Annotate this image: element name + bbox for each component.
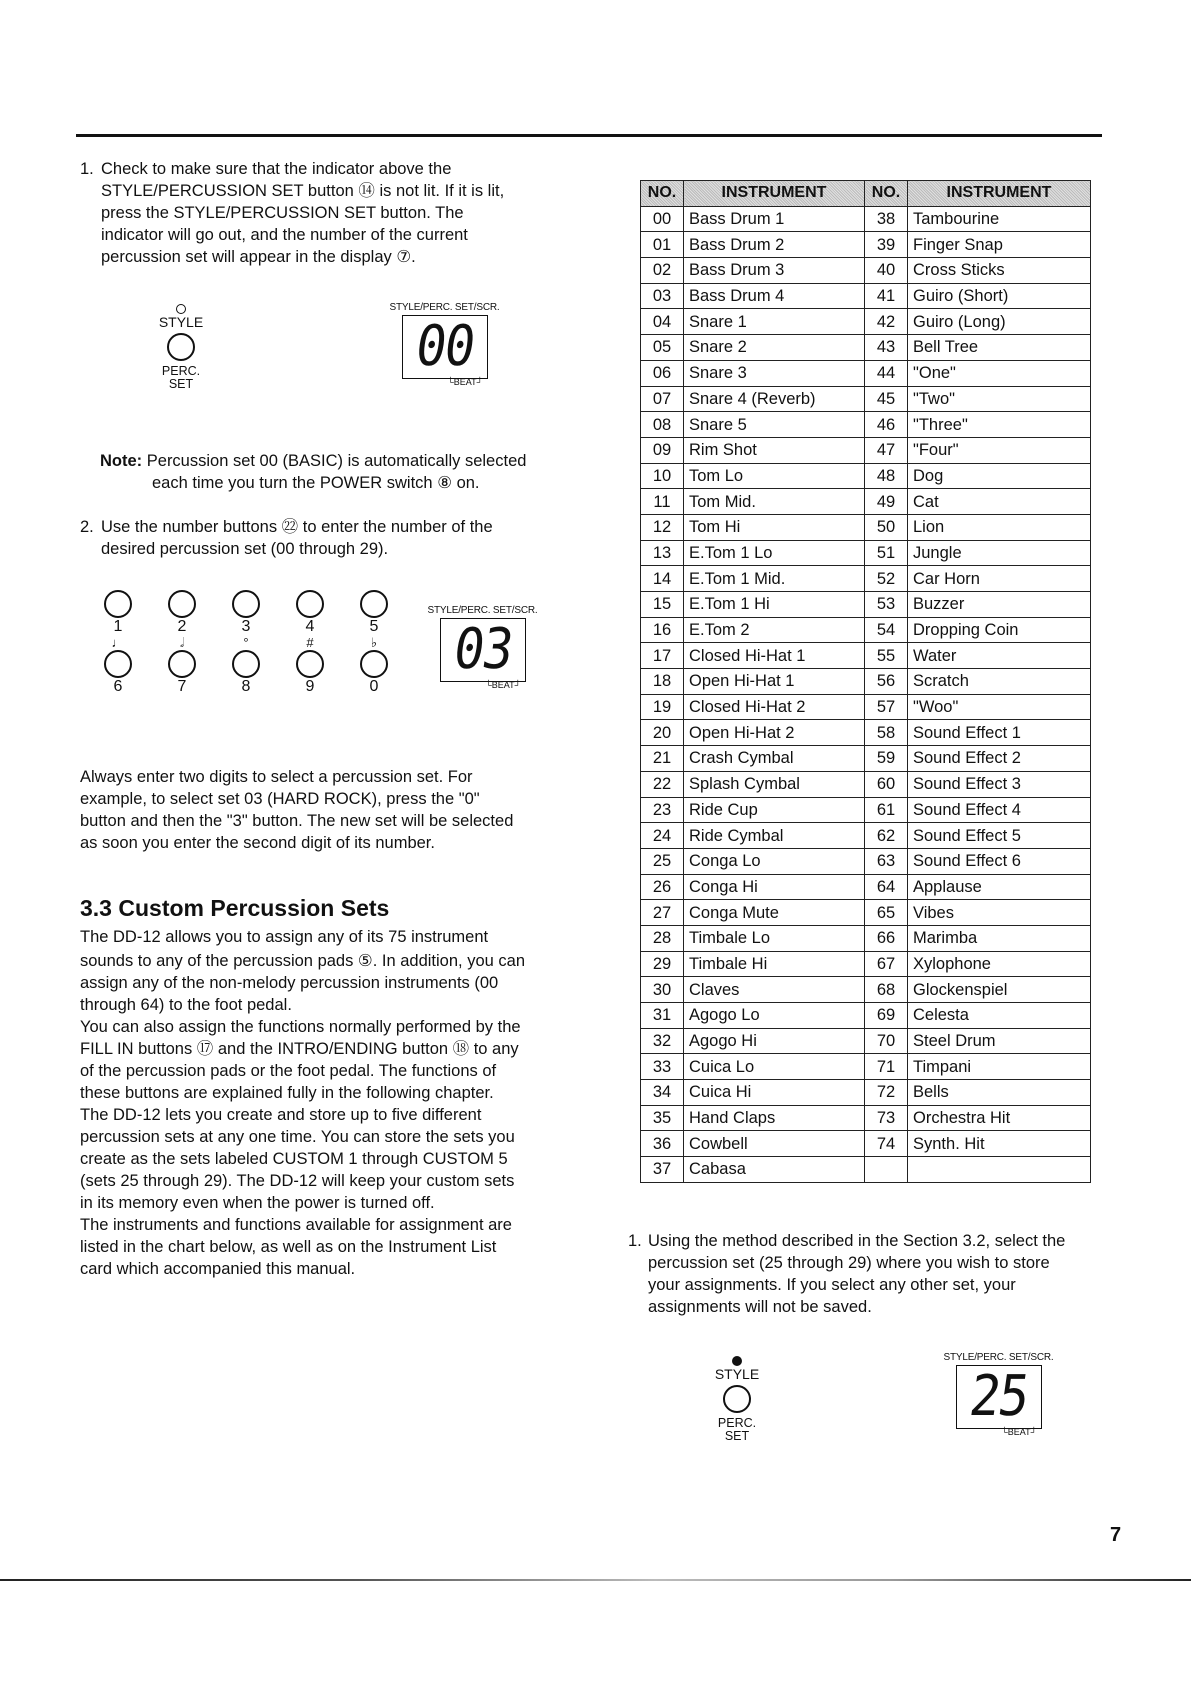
instrument-name: Closed Hi-Hat 1 bbox=[684, 643, 865, 669]
instrument-number: 30 bbox=[641, 977, 684, 1003]
number-button-0[interactable] bbox=[360, 650, 388, 678]
step-number: 1. bbox=[628, 1232, 642, 1250]
paragraph-line: listed in the chart below, as well as on the Instrument List bbox=[80, 1238, 497, 1256]
table-row bbox=[641, 925, 1091, 951]
table-row bbox=[641, 848, 1091, 874]
instrument-number: 67 bbox=[865, 951, 908, 977]
instrument-name: Cuica Hi bbox=[684, 1080, 865, 1106]
instrument-name: Bell Tree bbox=[908, 335, 1091, 361]
table-row bbox=[641, 951, 1091, 977]
style-label: STYLE bbox=[714, 1366, 760, 1382]
display-label: STYLE/PERC. SET/SCR. bbox=[943, 1352, 1054, 1363]
instrument-name: Sound Effect 6 bbox=[908, 848, 1091, 874]
instrument-number: 03 bbox=[641, 283, 684, 309]
instrument-name: Sound Effect 2 bbox=[908, 746, 1091, 772]
instrument-name: Cat bbox=[908, 489, 1091, 515]
instrument-number: 27 bbox=[641, 900, 684, 926]
paragraph-line: in its memory even when the power is turned off. bbox=[80, 1194, 435, 1212]
instrument-name bbox=[908, 1157, 1091, 1183]
step-line: percussion set (25 through 29) where you wish to store bbox=[648, 1254, 1050, 1272]
paragraph-line: example, to select set 03 (HARD ROCK), press the "0" bbox=[80, 790, 480, 808]
instrument-number: 24 bbox=[641, 823, 684, 849]
instrument-number: 49 bbox=[865, 489, 908, 515]
bottom-rule bbox=[0, 1579, 1191, 1581]
set-label: SET bbox=[724, 1429, 750, 1443]
paragraph-line: create as the sets labeled CUSTOM 1 through CUSTOM 5 bbox=[80, 1150, 508, 1168]
instrument-name: Bass Drum 3 bbox=[684, 258, 865, 284]
instrument-name: Guiro (Long) bbox=[908, 309, 1091, 335]
instrument-name: Guiro (Short) bbox=[908, 283, 1091, 309]
table-row bbox=[641, 360, 1091, 386]
table-row bbox=[641, 1105, 1091, 1131]
instrument-name: Cabasa bbox=[684, 1157, 865, 1183]
instrument-name: Dropping Coin bbox=[908, 617, 1091, 643]
display-value: 25 bbox=[965, 1364, 1032, 1429]
instrument-name: Cowbell bbox=[684, 1131, 865, 1157]
table-row bbox=[641, 540, 1091, 566]
step-number: 2. bbox=[80, 518, 94, 536]
style-perc-set-button[interactable] bbox=[167, 333, 195, 361]
number-button-8[interactable] bbox=[232, 650, 260, 678]
instrument-name: Timpani bbox=[908, 1054, 1091, 1080]
instrument-number: 13 bbox=[641, 540, 684, 566]
instrument-number: 41 bbox=[865, 283, 908, 309]
instrument-number: 44 bbox=[865, 360, 908, 386]
instrument-number: 21 bbox=[641, 746, 684, 772]
style-label: STYLE bbox=[158, 314, 204, 330]
header-instrument: INSTRUMENT bbox=[908, 181, 1091, 207]
instrument-name: Scratch bbox=[908, 669, 1091, 695]
instrument-name: Bass Drum 1 bbox=[684, 206, 865, 232]
instrument-number bbox=[865, 1157, 908, 1183]
step-line: indicator will go out, and the number of the current bbox=[101, 226, 468, 244]
instrument-name: Jungle bbox=[908, 540, 1091, 566]
top-rule bbox=[76, 134, 1102, 137]
paragraph-line: Always enter two digits to select a percussion set. For bbox=[80, 768, 473, 786]
instrument-number: 01 bbox=[641, 232, 684, 258]
instrument-number: 61 bbox=[865, 797, 908, 823]
paragraph-line: You can also assign the functions normally performed by the bbox=[80, 1018, 521, 1036]
instrument-name: Open Hi-Hat 1 bbox=[684, 669, 865, 695]
table-row bbox=[641, 823, 1091, 849]
instrument-name: Applause bbox=[908, 874, 1091, 900]
number-label: 9 bbox=[305, 678, 315, 695]
style-perc-set-panel bbox=[702, 1356, 772, 1443]
number-button-2[interactable] bbox=[168, 590, 196, 618]
instrument-name: Open Hi-Hat 2 bbox=[684, 720, 865, 746]
instrument-number: 00 bbox=[641, 206, 684, 232]
paragraph-line: FILL IN buttons ⑰ and the INTRO/ENDING button ⑱ to any bbox=[80, 1040, 519, 1058]
step-line: Check to make sure that the indicator above the bbox=[101, 160, 452, 178]
number-buttons bbox=[86, 590, 406, 696]
table-row bbox=[641, 514, 1091, 540]
instrument-number: 16 bbox=[641, 617, 684, 643]
instrument-number: 17 bbox=[641, 643, 684, 669]
instrument-name: Conga Mute bbox=[684, 900, 865, 926]
number-label: 3 bbox=[241, 618, 251, 635]
half-note-icon: 𝅗𝅥 bbox=[179, 635, 185, 650]
instrument-name: Snare 5 bbox=[684, 412, 865, 438]
instrument-name: Agogo Hi bbox=[684, 1028, 865, 1054]
table-row bbox=[641, 669, 1091, 695]
table-row bbox=[641, 206, 1091, 232]
instrument-name: Snare 4 (Reverb) bbox=[684, 386, 865, 412]
table-row bbox=[641, 566, 1091, 592]
step-number: 1. bbox=[80, 160, 94, 178]
instrument-number: 51 bbox=[865, 540, 908, 566]
paragraph-line: of the percussion pads or the foot pedal. The functions of bbox=[80, 1062, 497, 1080]
instrument-name: "Four" bbox=[908, 437, 1091, 463]
instrument-name: Vibes bbox=[908, 900, 1091, 926]
table-row bbox=[641, 1157, 1091, 1183]
note-text: Percussion set 00 (BASIC) is automatically selected bbox=[142, 452, 527, 470]
table-row bbox=[641, 720, 1091, 746]
instrument-number: 23 bbox=[641, 797, 684, 823]
table-row bbox=[641, 1131, 1091, 1157]
paragraph-line: through 64) to the foot pedal. bbox=[80, 996, 292, 1014]
table-row bbox=[641, 1080, 1091, 1106]
instrument-name: Tom Hi bbox=[684, 514, 865, 540]
instrument-number: 53 bbox=[865, 592, 908, 618]
instrument-name: Tambourine bbox=[908, 206, 1091, 232]
instrument-name: Snare 3 bbox=[684, 360, 865, 386]
instrument-number: 65 bbox=[865, 900, 908, 926]
display-label: STYLE/PERC. SET/SCR. bbox=[389, 302, 500, 313]
instrument-name: Hand Claps bbox=[684, 1105, 865, 1131]
number-button-9[interactable] bbox=[296, 650, 324, 678]
instrument-name: Claves bbox=[684, 977, 865, 1003]
instrument-number: 50 bbox=[865, 514, 908, 540]
indicator-led-on-icon bbox=[732, 1356, 742, 1366]
instrument-name: Cross Sticks bbox=[908, 258, 1091, 284]
instrument-name: Tom Lo bbox=[684, 463, 865, 489]
step-line: percussion set will appear in the display ⑦. bbox=[101, 248, 416, 266]
instrument-name: Snare 1 bbox=[684, 309, 865, 335]
step-line: STYLE/PERCUSSION SET button ⑭ is not lit. If it is lit, bbox=[101, 182, 505, 200]
paragraph-line: The instruments and functions available for assignment are bbox=[80, 1216, 512, 1234]
table-row bbox=[641, 643, 1091, 669]
instrument-name: Cuica Lo bbox=[684, 1054, 865, 1080]
number-label: 6 bbox=[113, 678, 123, 695]
instrument-number: 39 bbox=[865, 232, 908, 258]
number-label: 4 bbox=[305, 618, 315, 635]
paragraph-line: percussion sets at any one time. You can store the sets you bbox=[80, 1128, 515, 1146]
step-line: desired percussion set (00 through 29). bbox=[101, 540, 389, 558]
number-label: 5 bbox=[369, 618, 379, 635]
page-number: 7 bbox=[1110, 1524, 1122, 1546]
instrument-number: 31 bbox=[641, 1003, 684, 1029]
sharp-icon: # bbox=[306, 635, 314, 650]
instrument-number: 19 bbox=[641, 694, 684, 720]
instrument-name: Ride Cup bbox=[684, 797, 865, 823]
instrument-number: 55 bbox=[865, 643, 908, 669]
instrument-number: 14 bbox=[641, 566, 684, 592]
instrument-number: 68 bbox=[865, 977, 908, 1003]
instrument-table bbox=[640, 180, 1091, 1183]
set-label: SET bbox=[168, 377, 194, 391]
step-line: Use the number buttons ㉒ to enter the number of the bbox=[101, 518, 493, 536]
instrument-name: E.Tom 1 Mid. bbox=[684, 566, 865, 592]
table-row bbox=[641, 746, 1091, 772]
table-row bbox=[641, 489, 1091, 515]
paragraph-line: card which accompanied this manual. bbox=[80, 1260, 356, 1278]
number-button-1[interactable] bbox=[104, 590, 132, 618]
display-screen bbox=[402, 315, 488, 379]
instrument-number: 04 bbox=[641, 309, 684, 335]
number-label: 8 bbox=[241, 678, 251, 695]
instrument-name: Lion bbox=[908, 514, 1091, 540]
instrument-number: 33 bbox=[641, 1054, 684, 1080]
instrument-number: 47 bbox=[865, 437, 908, 463]
instrument-number: 36 bbox=[641, 1131, 684, 1157]
instrument-name: Timbale Lo bbox=[684, 925, 865, 951]
table-row bbox=[641, 977, 1091, 1003]
instrument-name: Snare 2 bbox=[684, 335, 865, 361]
instrument-name: Agogo Lo bbox=[684, 1003, 865, 1029]
header-instrument: INSTRUMENT bbox=[684, 181, 865, 207]
instrument-name: Buzzer bbox=[908, 592, 1091, 618]
instrument-name: E.Tom 1 Lo bbox=[684, 540, 865, 566]
instrument-number: 22 bbox=[641, 771, 684, 797]
instrument-name: Bells bbox=[908, 1080, 1091, 1106]
instrument-number: 09 bbox=[641, 437, 684, 463]
whole-note-icon: ° bbox=[243, 635, 249, 650]
table-body bbox=[641, 206, 1091, 1182]
table-row bbox=[641, 797, 1091, 823]
instrument-number: 54 bbox=[865, 617, 908, 643]
table-row bbox=[641, 592, 1091, 618]
instrument-number: 56 bbox=[865, 669, 908, 695]
instrument-number: 73 bbox=[865, 1105, 908, 1131]
instrument-number: 70 bbox=[865, 1028, 908, 1054]
note-label: Note: bbox=[100, 452, 143, 470]
indicator-led-off-icon bbox=[176, 304, 186, 314]
number-label: 7 bbox=[177, 678, 187, 695]
table-row bbox=[641, 309, 1091, 335]
header-no: NO. bbox=[641, 181, 684, 207]
note-text: each time you turn the POWER switch ⑧ on. bbox=[152, 474, 480, 492]
beat-label: └BEAT┘ bbox=[447, 377, 483, 387]
style-perc-set-panel bbox=[146, 304, 216, 391]
instrument-number: 34 bbox=[641, 1080, 684, 1106]
instrument-number: 12 bbox=[641, 514, 684, 540]
paragraph-line: button and then the "3" button. The new set will be selected bbox=[80, 812, 514, 830]
display-value: 00 bbox=[411, 314, 478, 379]
instrument-number: 59 bbox=[865, 746, 908, 772]
instrument-number: 29 bbox=[641, 951, 684, 977]
instrument-number: 64 bbox=[865, 874, 908, 900]
led-display-2 bbox=[420, 605, 545, 690]
table-row bbox=[641, 694, 1091, 720]
instrument-number: 32 bbox=[641, 1028, 684, 1054]
instrument-number: 35 bbox=[641, 1105, 684, 1131]
flat-icon: ♭ bbox=[370, 635, 378, 650]
paragraph-line: assign any of the non-melody percussion instruments (00 bbox=[80, 974, 499, 992]
table-row bbox=[641, 232, 1091, 258]
instrument-number: 11 bbox=[641, 489, 684, 515]
step-line: your assignments. If you select any other set, your bbox=[648, 1276, 1016, 1294]
instrument-number: 37 bbox=[641, 1157, 684, 1183]
step-line: assignments will not be saved. bbox=[648, 1298, 872, 1316]
instrument-number: 72 bbox=[865, 1080, 908, 1106]
step-line: press the STYLE/PERCUSSION SET button. The bbox=[101, 204, 464, 222]
instrument-name: Sound Effect 3 bbox=[908, 771, 1091, 797]
instrument-number: 48 bbox=[865, 463, 908, 489]
instrument-name: Dog bbox=[908, 463, 1091, 489]
instrument-number: 63 bbox=[865, 848, 908, 874]
perc-label: PERC. bbox=[717, 1416, 757, 1430]
instrument-number: 52 bbox=[865, 566, 908, 592]
instrument-number: 57 bbox=[865, 694, 908, 720]
number-label: 2 bbox=[177, 618, 187, 635]
table-row bbox=[641, 1003, 1091, 1029]
instrument-number: 10 bbox=[641, 463, 684, 489]
paragraph-line: (sets 25 through 29). The DD-12 will keep your custom sets bbox=[80, 1172, 515, 1190]
instrument-number: 26 bbox=[641, 874, 684, 900]
style-perc-set-button[interactable] bbox=[723, 1385, 751, 1413]
instrument-name: Crash Cymbal bbox=[684, 746, 865, 772]
paragraph-line: sounds to any of the percussion pads ⑤. In addition, you can bbox=[80, 952, 525, 970]
instrument-number: 66 bbox=[865, 925, 908, 951]
beat-label: └BEAT┘ bbox=[485, 680, 521, 690]
instrument-name: Sound Effect 4 bbox=[908, 797, 1091, 823]
instrument-number: 38 bbox=[865, 206, 908, 232]
instrument-number: 58 bbox=[865, 720, 908, 746]
display-screen bbox=[440, 618, 526, 682]
table-row bbox=[641, 617, 1091, 643]
instrument-number: 20 bbox=[641, 720, 684, 746]
number-button-5[interactable] bbox=[360, 590, 388, 618]
table-row bbox=[641, 771, 1091, 797]
table-row bbox=[641, 900, 1091, 926]
table-row bbox=[641, 1054, 1091, 1080]
instrument-name: Marimba bbox=[908, 925, 1091, 951]
instrument-number: 08 bbox=[641, 412, 684, 438]
table-row bbox=[641, 874, 1091, 900]
instrument-number: 71 bbox=[865, 1054, 908, 1080]
instrument-number: 43 bbox=[865, 335, 908, 361]
led-display-3 bbox=[936, 1352, 1061, 1437]
table-row bbox=[641, 283, 1091, 309]
instrument-name: Conga Hi bbox=[684, 874, 865, 900]
instrument-name: Sound Effect 1 bbox=[908, 720, 1091, 746]
instrument-number: 62 bbox=[865, 823, 908, 849]
instrument-number: 15 bbox=[641, 592, 684, 618]
table-row bbox=[641, 463, 1091, 489]
instrument-number: 28 bbox=[641, 925, 684, 951]
section-heading: 3.3 Custom Percussion Sets bbox=[80, 895, 390, 921]
instrument-number: 25 bbox=[641, 848, 684, 874]
instrument-name: "Three" bbox=[908, 412, 1091, 438]
instrument-name: Timbale Hi bbox=[684, 951, 865, 977]
instrument-name: Celesta bbox=[908, 1003, 1091, 1029]
instrument-name: "One" bbox=[908, 360, 1091, 386]
instrument-number: 40 bbox=[865, 258, 908, 284]
paragraph-line: these buttons are explained fully in the following chapter. bbox=[80, 1084, 494, 1102]
instrument-number: 18 bbox=[641, 669, 684, 695]
instrument-name: Bass Drum 4 bbox=[684, 283, 865, 309]
number-label: 0 bbox=[369, 678, 379, 695]
instrument-name: Ride Cymbal bbox=[684, 823, 865, 849]
number-button-3[interactable] bbox=[232, 590, 260, 618]
table-row bbox=[641, 437, 1091, 463]
instrument-number: 69 bbox=[865, 1003, 908, 1029]
instrument-name: Orchestra Hit bbox=[908, 1105, 1091, 1131]
instrument-number: 45 bbox=[865, 386, 908, 412]
display-label: STYLE/PERC. SET/SCR. bbox=[427, 605, 538, 616]
table-row bbox=[641, 258, 1091, 284]
led-display-1 bbox=[382, 302, 507, 387]
table-row bbox=[641, 412, 1091, 438]
display-value: 03 bbox=[449, 617, 516, 682]
number-button-6[interactable] bbox=[104, 650, 132, 678]
number-button-7[interactable] bbox=[168, 650, 196, 678]
instrument-number: 74 bbox=[865, 1131, 908, 1157]
number-button-4[interactable] bbox=[296, 590, 324, 618]
instrument-name: Bass Drum 2 bbox=[684, 232, 865, 258]
perc-label: PERC. bbox=[161, 364, 201, 378]
instrument-number: 60 bbox=[865, 771, 908, 797]
instrument-name: Sound Effect 5 bbox=[908, 823, 1091, 849]
paragraph-line: The DD-12 allows you to assign any of its 75 instrument bbox=[80, 928, 489, 946]
instrument-number: 06 bbox=[641, 360, 684, 386]
instrument-number: 02 bbox=[641, 258, 684, 284]
instrument-name: Tom Mid. bbox=[684, 489, 865, 515]
instrument-number: 46 bbox=[865, 412, 908, 438]
instrument-name: E.Tom 2 bbox=[684, 617, 865, 643]
instrument-name: Car Horn bbox=[908, 566, 1091, 592]
instrument-name: Rim Shot bbox=[684, 437, 865, 463]
number-label: 1 bbox=[113, 618, 123, 635]
instrument-name: E.Tom 1 Hi bbox=[684, 592, 865, 618]
table-row bbox=[641, 1028, 1091, 1054]
instrument-name: Finger Snap bbox=[908, 232, 1091, 258]
table-row bbox=[641, 386, 1091, 412]
step-line: Using the method described in the Section 3.2, select the bbox=[648, 1232, 1066, 1250]
header-no: NO. bbox=[865, 181, 908, 207]
instrument-name: Glockenspiel bbox=[908, 977, 1091, 1003]
instrument-name: Water bbox=[908, 643, 1091, 669]
table-row bbox=[641, 335, 1091, 361]
paragraph-line: The DD-12 lets you create and store up to five different bbox=[80, 1106, 482, 1124]
instrument-name: Synth. Hit bbox=[908, 1131, 1091, 1157]
beat-label: └BEAT┘ bbox=[1001, 1427, 1037, 1437]
instrument-name: Splash Cymbal bbox=[684, 771, 865, 797]
instrument-number: 07 bbox=[641, 386, 684, 412]
instrument-name: "Two" bbox=[908, 386, 1091, 412]
quarter-note-icon: ♩ bbox=[111, 635, 125, 650]
instrument-name: Xylophone bbox=[908, 951, 1091, 977]
table-header-row bbox=[641, 181, 1091, 207]
display-screen bbox=[956, 1365, 1042, 1429]
instrument-name: "Woo" bbox=[908, 694, 1091, 720]
instrument-name: Steel Drum bbox=[908, 1028, 1091, 1054]
instrument-number: 42 bbox=[865, 309, 908, 335]
instrument-number: 05 bbox=[641, 335, 684, 361]
paragraph-line: as soon you enter the second digit of its number. bbox=[80, 834, 435, 852]
instrument-name: Closed Hi-Hat 2 bbox=[684, 694, 865, 720]
instrument-name: Conga Lo bbox=[684, 848, 865, 874]
